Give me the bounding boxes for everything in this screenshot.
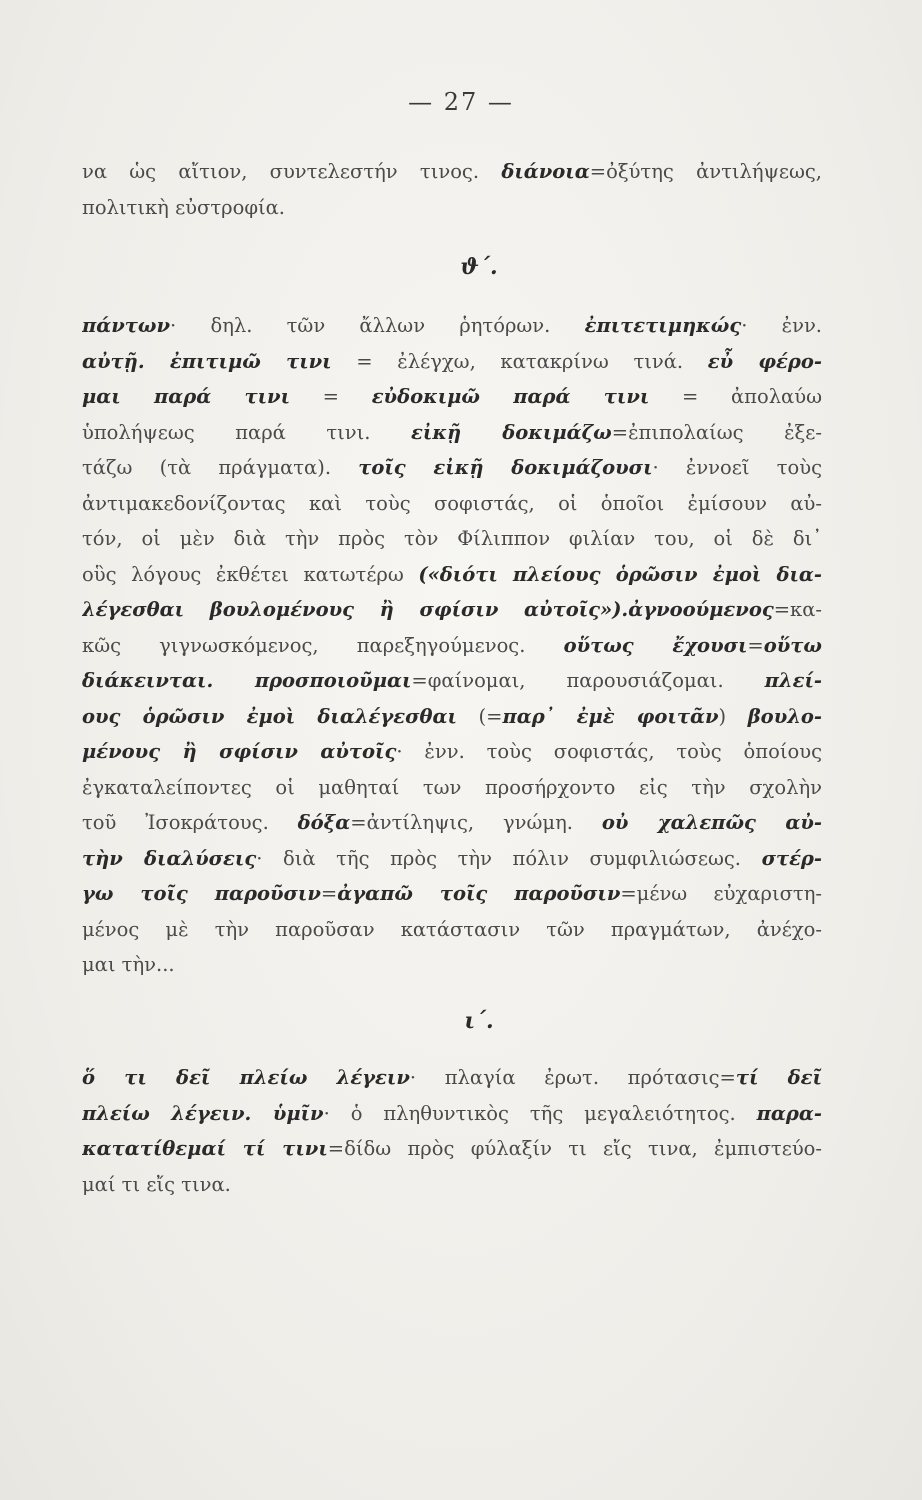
lemma-term: οὕτω <box>763 633 822 657</box>
text-line <box>82 699 822 735</box>
lemma-term: στέρ- <box>761 846 822 870</box>
text-line <box>82 557 822 593</box>
gloss-text: = <box>290 385 372 408</box>
text-line <box>82 912 822 948</box>
gloss-text: μαί τι εἴς τινα. <box>82 1172 231 1196</box>
gloss-text: οὓς λόγους ἐκθέτει κατωτέρω <box>82 562 419 586</box>
gloss-text: = <box>320 882 338 905</box>
text-line <box>82 770 822 806</box>
text-line <box>82 154 822 190</box>
lemma-term: εὖ φέρο- <box>707 349 822 373</box>
text-line <box>82 1167 822 1203</box>
paragraph-section-iota <box>82 1060 822 1202</box>
text-line <box>82 592 822 628</box>
lemma-term: ους ὁρῶσιν ἐμοὶ διαλέγεσθαι <box>82 704 457 728</box>
lemma-term: αὐτῇ. ἐπιτιμῶ τινι <box>82 349 332 373</box>
gloss-text: πολιτικὴ εὐστροφία. <box>82 195 285 219</box>
lemma-term: βουλο- <box>747 704 822 728</box>
text-line <box>82 450 822 486</box>
lemma-term: ἀγαπῶ τοῖς παροῦσιν <box>337 882 621 905</box>
text-line <box>82 486 822 522</box>
gloss-text: =ἀντίληψις, γνώμη. <box>350 811 602 834</box>
gloss-text: · ἐνν. <box>741 314 822 337</box>
gloss-text: ) <box>718 704 748 728</box>
lemma-term: διάκεινται. προσποιοῦμαι <box>82 669 412 692</box>
lemma-term: πάντων <box>82 314 171 337</box>
text-line <box>82 805 822 841</box>
gloss-text: = <box>747 633 764 657</box>
text-line <box>82 344 822 380</box>
gloss-text: ἀντιμακεδονίζοντας καὶ τοὺς σοφιστάς, οἱ ὁποῖοι ἐμίσουν αὐ- <box>82 491 822 515</box>
lemma-term: πλείω λέγειν. ὑμῖν <box>82 1101 324 1125</box>
text-line <box>82 379 822 415</box>
text-line <box>82 876 822 912</box>
gloss-text: (= <box>456 704 503 728</box>
lemma-term: παρα- <box>756 1101 822 1125</box>
lemma-term: τοῖς εἰκῇ δοκιμάζουσι <box>358 456 653 479</box>
gloss-text: μένος μὲ τὴν παροῦσαν κατάστασιν τῶν πραγμάτων, ἀνέχο- <box>82 917 822 941</box>
text-line <box>82 947 822 983</box>
text-line <box>82 841 822 877</box>
gloss-text: =ἐπιπολαίως ἐξε- <box>611 420 822 444</box>
text-line <box>82 1131 822 1167</box>
page-number: — 27 — <box>408 88 514 116</box>
gloss-text: ἐγκαταλείποντες οἱ μαθηταί των προσήρχοντο εἰς τὴν σχολὴν <box>82 775 822 799</box>
paragraph-continuation <box>82 154 822 225</box>
lemma-term: γω τοῖς παροῦσιν <box>82 882 321 905</box>
section-heading-theta: ϑ΄. <box>460 254 498 280</box>
lemma-term: μαι παρά τινι <box>82 385 291 408</box>
lemma-term: παρ᾽ ἐμὲ φοιτᾶν <box>502 704 719 728</box>
gloss-text: = ἐλέγχω, κατακρίνω τινά. <box>331 349 708 373</box>
gloss-text: =ὀξύτης ἀντιλήψεως, <box>589 160 822 183</box>
gloss-text: μαι τὴν... <box>82 953 175 976</box>
gloss-text: =φαίνομαι, παρουσιάζομαι. <box>411 669 765 692</box>
lemma-term: τί δεῖ <box>735 1066 822 1089</box>
gloss-text: =δίδω πρὸς φύλαξίν τι εἴς τινα, ἐμπιστεύο- <box>327 1137 822 1160</box>
paragraph-section-theta <box>82 308 822 983</box>
lemma-term: οὐ χαλεπῶς αὐ- <box>601 811 822 834</box>
gloss-text: =μένω εὐχαριστη- <box>620 882 822 905</box>
text-line <box>82 308 822 344</box>
lemma-term: ἐπιτετιμηκώς <box>584 314 742 337</box>
text-line <box>82 415 822 451</box>
gloss-text: · ἐνν. τοὺς σοφιστάς, τοὺς ὁποίους <box>396 740 822 763</box>
lemma-term: («διότι πλείους ὁρῶσιν ἐμοὶ δια- <box>418 562 822 586</box>
section-heading-iota: ι΄. <box>464 1008 494 1034</box>
gloss-text: · διὰ τῆς πρὸς τὴν πόλιν συμφιλιώσεως. <box>256 846 762 870</box>
gloss-text: ὑπολήψεως παρά τινι. <box>82 420 412 444</box>
lemma-term: πλεί- <box>764 669 822 692</box>
gloss-text: να ὡς αἴτιον, συντελεστήν τινος. <box>82 160 502 183</box>
gloss-text: τόν, οἱ μὲν διὰ τὴν πρὸς τὸν Φίλιππον φιλίαν του, οἱ δὲ δι᾽ <box>82 527 822 550</box>
lemma-term: ὅ τι δεῖ πλείω λέγειν <box>82 1066 410 1089</box>
gloss-text: · ἐννοεῖ τοὺς <box>652 456 822 479</box>
gloss-text: · πλαγία ἐρωτ. πρότασις= <box>409 1066 736 1089</box>
text-line <box>82 190 822 226</box>
lemma-term: δόξα <box>297 811 351 834</box>
lemma-term: λέγεσθαι βουλομένους ἢ σφίσιν αὐτοῖς»).ἀγνοούμενος <box>82 598 774 621</box>
text-line <box>82 521 822 557</box>
lemma-term: εἰκῇ δοκιμάζω <box>411 420 612 444</box>
text-line <box>82 663 822 699</box>
gloss-text: · δηλ. τῶν ἄλλων ῥητόρων. <box>170 314 585 337</box>
lemma-term: τὴν διαλύσεις <box>82 846 257 870</box>
lemma-term: εὐδοκιμῶ παρά τινι <box>371 385 650 408</box>
text-line <box>82 734 822 770</box>
lemma-term: διάνοια <box>501 160 590 183</box>
gloss-text: τάζω (τὰ πράγματα). <box>82 456 359 479</box>
gloss-text: · ὁ πληθυντικὸς τῆς μεγαλειότητος. <box>323 1101 757 1125</box>
text-line <box>82 628 822 664</box>
lemma-term: κατατίθεμαί τί τινι <box>82 1137 328 1160</box>
gloss-text: =κα- <box>773 598 822 621</box>
text-line <box>82 1060 822 1096</box>
gloss-text: τοῦ Ἰσοκράτους. <box>82 811 298 834</box>
gloss-text: = ἀπολαύω <box>649 385 822 408</box>
lemma-term: οὕτως ἔχουσι <box>563 633 748 657</box>
lemma-term: μένους ἢ σφίσιν αὐτοῖς <box>82 740 397 763</box>
gloss-text: κῶς γιγνωσκόμενος, παρεξηγούμενος. <box>82 633 564 657</box>
text-line <box>82 1096 822 1132</box>
